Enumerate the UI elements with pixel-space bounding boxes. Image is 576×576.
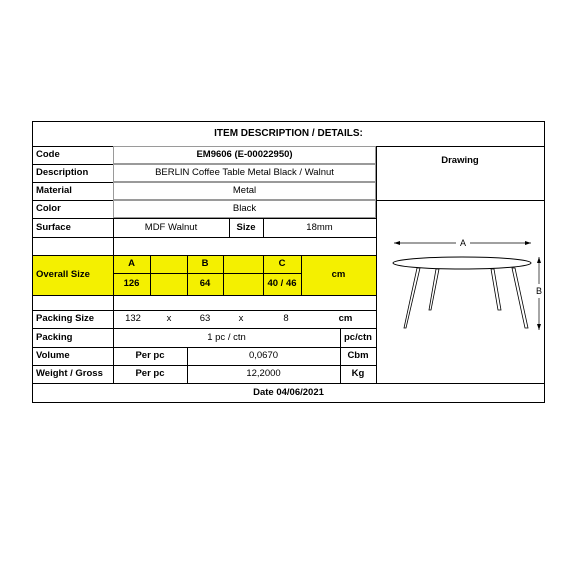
packing-size-x1: x	[166, 313, 172, 325]
surface-value: MDF Walnut	[144, 221, 198, 233]
table-leg-right-back	[491, 269, 501, 310]
dim-b-value: 64	[199, 278, 211, 290]
overall-size-unit: cm	[331, 269, 346, 281]
dimension-b-arrow-bottom	[537, 324, 541, 330]
size-value: 18mm	[306, 221, 333, 233]
dimension-a-arrow-left	[394, 241, 400, 245]
size-label: Size	[236, 221, 256, 233]
code-label: Code	[36, 149, 60, 161]
dim-c-value: 40 / 46	[267, 278, 297, 290]
table-top	[393, 257, 531, 269]
item-details-sheet	[32, 121, 545, 403]
weight-unit: Kg	[351, 368, 365, 380]
dim-c-label: C	[278, 258, 286, 270]
weight-per: Per pc	[135, 368, 165, 380]
table-leg-left-back	[429, 269, 439, 310]
packing-size-label: Packing Size	[36, 313, 95, 325]
color-label: Color	[36, 203, 61, 215]
dim-a-value: 126	[123, 278, 140, 290]
table-leg-left-front	[404, 268, 420, 328]
packing-size-height: 8	[283, 313, 289, 325]
packing-size-length: 132	[125, 313, 141, 325]
packing-size-unit: cm	[338, 313, 353, 325]
dimension-a-arrow-right	[525, 241, 531, 245]
details-header: ITEM DESCRIPTION / DETAILS:	[214, 128, 363, 139]
surface-label: Surface	[36, 221, 71, 233]
packing-value: 1 pc / ctn	[207, 331, 246, 343]
overall-size-label: Overall Size	[36, 269, 90, 281]
description-label: Description	[36, 167, 89, 179]
dimension-b-label: B	[535, 286, 543, 296]
description-value: BERLIN Coffee Table Metal Black / Walnut	[155, 167, 334, 179]
date-footer: Date 04/06/2021	[253, 387, 324, 399]
table-leg-right-front	[512, 268, 528, 328]
volume-value: 0,0670	[248, 350, 279, 362]
drawing-label: Drawing	[441, 155, 479, 167]
packing-unit: pc/ctn	[344, 331, 372, 343]
dim-a-label: A	[128, 258, 135, 270]
dim-b-label: B	[201, 258, 209, 270]
packing-size-x2: x	[238, 313, 244, 325]
volume-label: Volume	[36, 350, 70, 362]
dimension-a-label: A	[459, 238, 467, 248]
packing-size-width: 63	[199, 313, 211, 325]
volume-per: Per pc	[135, 350, 165, 362]
color-value: Black	[232, 203, 257, 215]
volume-unit: Cbm	[347, 350, 369, 362]
code-value: EM9606 (E-00022950)	[196, 149, 293, 161]
table-drawing	[376, 222, 544, 342]
material-value: Metal	[232, 185, 257, 197]
packing-label: Packing	[36, 331, 73, 343]
weight-value: 12,2000	[246, 368, 281, 380]
dimension-b-arrow-top	[537, 257, 541, 263]
weight-label: Weight / Gross	[36, 368, 103, 380]
material-label: Material	[36, 185, 72, 197]
